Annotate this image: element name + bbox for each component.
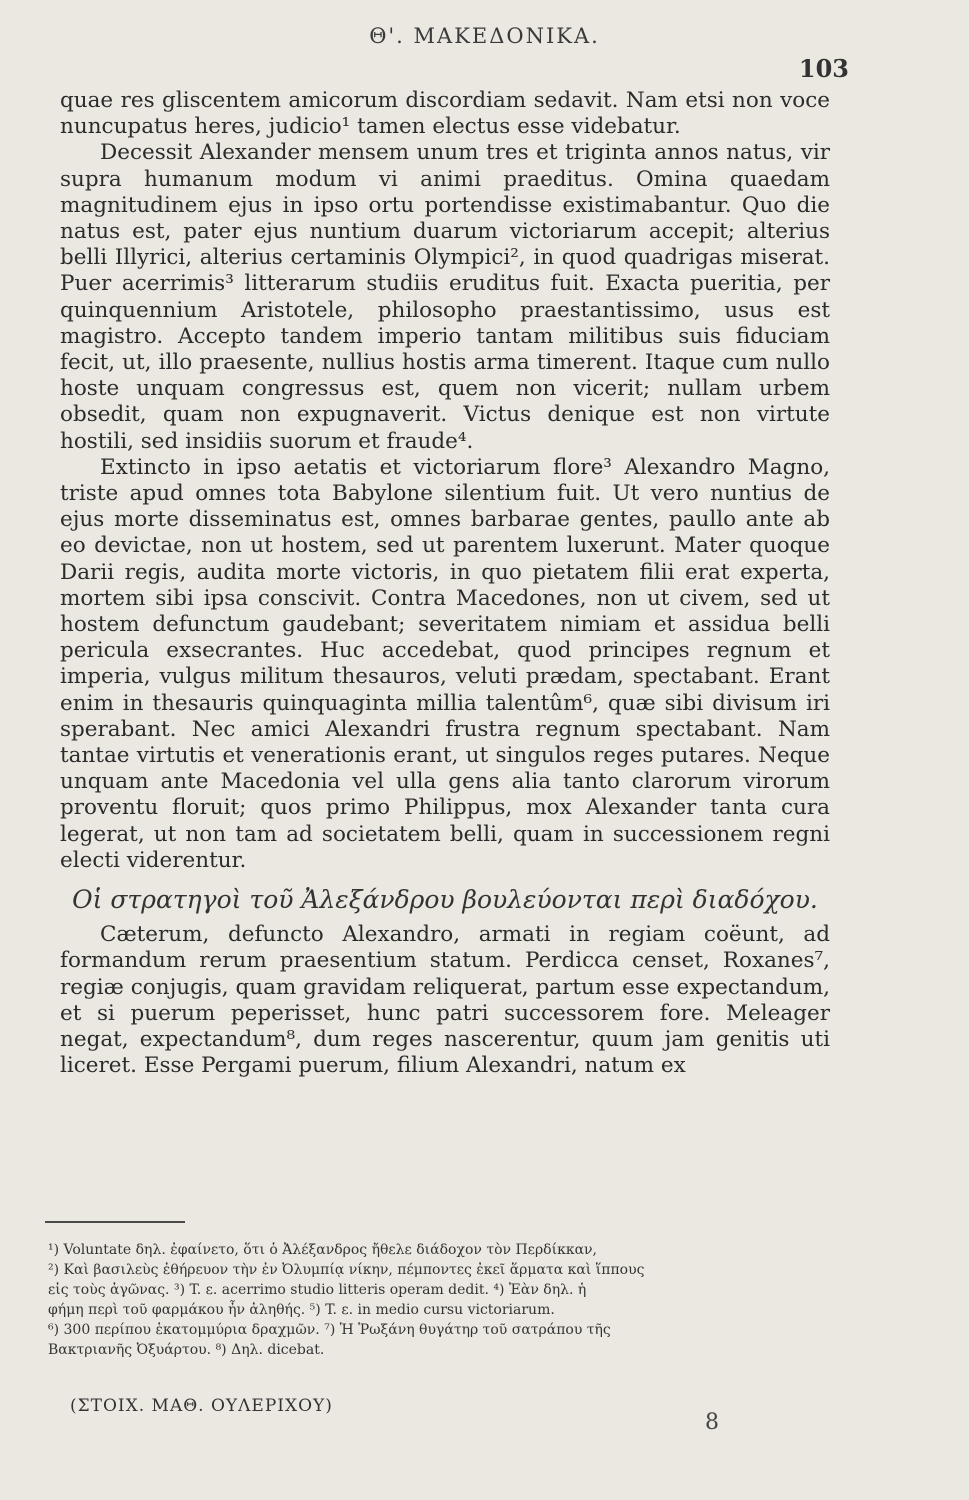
footnote-line: εἰς τοὺς ἀγῶνας. ³) T. ε. acerrimo studio litteris operam dedit. ⁴) Ἐὰν δηλ. ἡ [48, 1282, 587, 1298]
paragraph-3: Extincto in ipso aetatis et victoriarum flore³ Alexandro Magno, triste apud omnes tota Babylone silentium fuit. Ut vero nuntius de ejus morte disseminatus est, omnes barbarae gentes, paullo ante ab eo devictae, non ut hostem, sed ut parentem luxerunt. Mater quoque Darii regis, audita morte victoris, in quo pietatem filii erat experta, mortem sibi ipsa conscivit. Contra Macedones, non ut civem, sed ut hostem defunctum gaudebant; severitatem nimiam et assidua belli pericula exsecrantes. Huc accedebat, quod principes regnum et imperia, vulgus militum thesauros, veluti prædam, spectabant. Erant enim in thesauris quinquaginta millia talentûm⁶, quæ sibi divisum iri sperabant. Nec amici Alexandri frustra regnum spectabant. Nam tantae virtutis et venerationis erant, ut singulos reges putares. Neque unquam ante Macedonia vel ulla gens alia tanto clarorum virorum proventu floruit; quos primo Philippus, mox Alexander tanta cura legerat, ut non tam ad societatem belli, quam in successionem regni electi viderentur. [60, 454, 830, 873]
section-heading: Οἱ στρατηγοὶ τοῦ Ἀλεξάνδρου βουλεύονται περὶ διαδόχου. [72, 885, 818, 915]
paragraph-2: Decessit Alexander mensem unum tres et triginta annos natus, vir supra humanum modum vi animi praeditus. Omina quaedam magnitudinem ejus in ipso ortu portendisse existimabantur. Quo die natus est, pater ejus nuntium duarum victoriarum accepit; alterius belli Illyrici, alterius certaminis Olympici², in quod quadrigas miserat. Puer acerrimis³ litterarum studiis eruditus fuit. Exacta pueritia, per quinquennium Aristotele, philosopho praestantissimo, usus est magistro. Accepto tandem imperio tantam militibus suis fiduciam fecit, ut, illo praesente, nullius hostis arma timerent. Itaque cum nullo hoste unquam congressus est, quem non vicerit; nullam urbem obsedit, quam non expugnaverit. Victus denique est non virtute hostili, sed insidiis suorum et fraude⁴. [60, 140, 830, 454]
footnote-line: ⁶) 300 περίπου ἑκατομμύρια δραχμῶν. ⁷) Ἡ Ῥωξάνη θυγάτηρ τοῦ σατράπου τῆς [48, 1322, 611, 1338]
main-text [60, 88, 830, 1079]
footnote-line: φήμη περὶ τοῦ φαρμάκου ἦν ἀληθής. ⁵) T. ε. in medio cursu victoriarum. [48, 1302, 555, 1318]
paragraph-1: quae res gliscentem amicorum discordiam sedavit. Nam etsi non voce nuncupatus heres, judicio¹ tamen electus esse videbatur. [60, 88, 830, 140]
footnote-line: Βακτριανῆς Ὀξυάρτου. ⁸) Δηλ. dicebat. [48, 1342, 325, 1358]
running-title: Θ'. ΜΑΚΕΔΟΝΙΚΑ. [369, 24, 600, 48]
page-number: 103 [798, 54, 849, 83]
footnote-divider [45, 1221, 185, 1223]
signature-mark: 8 [705, 1410, 719, 1435]
footnotes [48, 1240, 828, 1360]
footnote-line: ²) Καὶ βασιλεὺς ἐθήρευον τὴν ἐν Ὀλυμπίᾳ νίκην, πέμποντες ἐκεῖ ἅρματα καὶ ἵππους [48, 1262, 645, 1278]
paragraph-4: Cæterum, defuncto Alexandro, armati in regiam coëunt, ad formandum rerum praesentium statum. Perdicca censet, Roxanes⁷, regiæ conjugis, quam gravidam reliquerat, partum esse expectandum, et si puerum peperisset, hunc patri successorem fore. Meleager negat, expectandum⁸, dum reges nascerentur, quum jam genitis uti liceret. Esse Pergami puerum, filium Alexandri, natum ex [60, 922, 830, 1079]
signature-line: (ΣΤΟΙΧ. ΜΑΘ. ΟΥΛΕΡΙΧΟΥ) [70, 1396, 333, 1416]
footnote-line: ¹) Voluntate δηλ. ἐφαίνετο, ὅτι ὁ Ἀλέξανδρος ἤθελε διάδοχον τὸν Περδίκκαν, [48, 1242, 598, 1258]
